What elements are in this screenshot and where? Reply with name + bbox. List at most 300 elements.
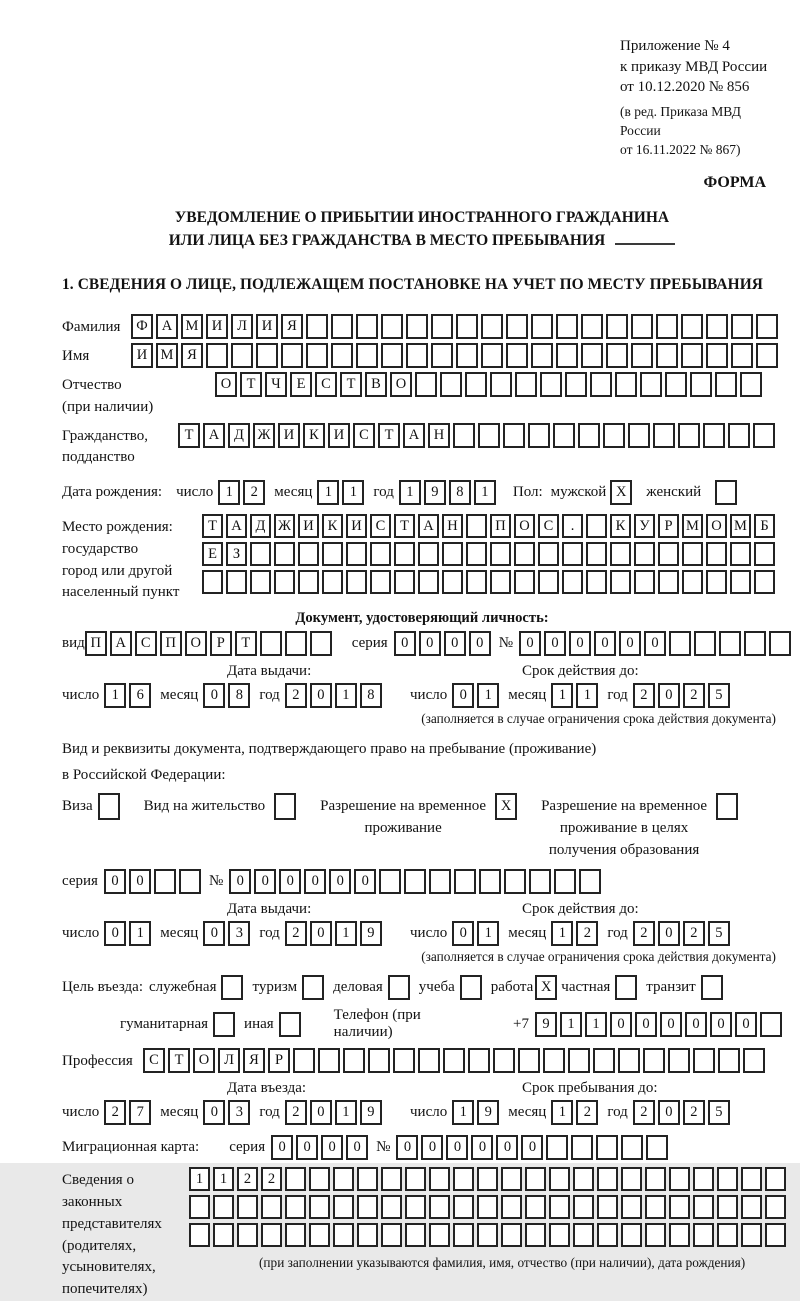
char-cell[interactable]: 2 bbox=[261, 1167, 282, 1191]
char-cell[interactable] bbox=[442, 570, 463, 594]
char-cell[interactable] bbox=[706, 343, 728, 368]
char-cell[interactable] bbox=[643, 1048, 665, 1073]
char-cell[interactable]: 9 bbox=[424, 480, 446, 505]
char-cell[interactable]: Ж bbox=[253, 423, 275, 448]
char-cell[interactable] bbox=[744, 631, 766, 656]
char-cell[interactable] bbox=[656, 314, 678, 339]
char-cell[interactable] bbox=[597, 1223, 618, 1247]
char-cell[interactable] bbox=[571, 1135, 593, 1160]
char-cell[interactable]: Т bbox=[202, 514, 223, 538]
char-cell[interactable]: 1 bbox=[129, 921, 151, 946]
char-cell[interactable]: 1 bbox=[477, 921, 499, 946]
char-cell[interactable] bbox=[693, 1167, 714, 1191]
char-cell[interactable] bbox=[418, 570, 439, 594]
char-cell[interactable]: И bbox=[346, 514, 367, 538]
sex-male-checkbox[interactable]: X bbox=[610, 480, 632, 505]
char-cell[interactable]: Т bbox=[168, 1048, 190, 1073]
char-cell[interactable] bbox=[606, 314, 628, 339]
char-cell[interactable] bbox=[681, 343, 703, 368]
sex-female-checkbox[interactable] bbox=[715, 480, 737, 505]
purpose-private-checkbox[interactable] bbox=[615, 975, 637, 1000]
char-cell[interactable] bbox=[754, 570, 775, 594]
char-cell[interactable]: А bbox=[403, 423, 425, 448]
char-cell[interactable]: 1 bbox=[399, 480, 421, 505]
char-cell[interactable] bbox=[634, 570, 655, 594]
char-cell[interactable] bbox=[226, 570, 247, 594]
char-cell[interactable] bbox=[549, 1223, 570, 1247]
char-cell[interactable] bbox=[154, 869, 176, 894]
char-cell[interactable]: Н bbox=[428, 423, 450, 448]
char-cell[interactable]: 0 bbox=[446, 1135, 468, 1160]
char-cell[interactable] bbox=[453, 1195, 474, 1219]
char-cell[interactable] bbox=[631, 314, 653, 339]
char-cell[interactable]: Я bbox=[243, 1048, 265, 1073]
char-cell[interactable]: 0 bbox=[735, 1012, 757, 1037]
char-cell[interactable] bbox=[202, 570, 223, 594]
char-cell[interactable]: Н bbox=[442, 514, 463, 538]
char-cell[interactable] bbox=[581, 343, 603, 368]
char-cell[interactable] bbox=[405, 1167, 426, 1191]
char-cell[interactable] bbox=[429, 1167, 450, 1191]
char-cell[interactable] bbox=[693, 1195, 714, 1219]
char-cell[interactable]: А bbox=[203, 423, 225, 448]
char-cell[interactable] bbox=[393, 1048, 415, 1073]
char-cell[interactable] bbox=[740, 372, 762, 397]
char-cell[interactable] bbox=[690, 372, 712, 397]
char-cell[interactable]: 1 bbox=[551, 921, 573, 946]
char-cell[interactable]: 0 bbox=[304, 869, 326, 894]
char-cell[interactable]: Р bbox=[268, 1048, 290, 1073]
char-cell[interactable] bbox=[640, 372, 662, 397]
char-cell[interactable] bbox=[731, 343, 753, 368]
char-cell[interactable]: 8 bbox=[360, 683, 382, 708]
char-cell[interactable] bbox=[538, 542, 559, 566]
char-cell[interactable]: 8 bbox=[449, 480, 471, 505]
char-cell[interactable] bbox=[597, 1167, 618, 1191]
char-cell[interactable]: 0 bbox=[203, 683, 225, 708]
char-cell[interactable] bbox=[730, 570, 751, 594]
visa-checkbox[interactable] bbox=[98, 793, 120, 820]
char-cell[interactable] bbox=[578, 423, 600, 448]
char-cell[interactable] bbox=[478, 423, 500, 448]
char-cell[interactable] bbox=[573, 1195, 594, 1219]
char-cell[interactable]: 0 bbox=[229, 869, 251, 894]
char-cell[interactable]: 0 bbox=[271, 1135, 293, 1160]
char-cell[interactable] bbox=[618, 1048, 640, 1073]
char-cell[interactable] bbox=[669, 631, 691, 656]
char-cell[interactable] bbox=[529, 869, 551, 894]
char-cell[interactable]: 0 bbox=[354, 869, 376, 894]
char-cell[interactable]: 2 bbox=[576, 921, 598, 946]
char-cell[interactable]: И bbox=[328, 423, 350, 448]
char-cell[interactable] bbox=[538, 570, 559, 594]
char-cell[interactable]: У bbox=[634, 514, 655, 538]
char-cell[interactable]: Р bbox=[658, 514, 679, 538]
char-cell[interactable]: 2 bbox=[633, 1100, 655, 1125]
char-cell[interactable]: С bbox=[315, 372, 337, 397]
char-cell[interactable]: О bbox=[514, 514, 535, 538]
char-cell[interactable] bbox=[454, 869, 476, 894]
char-cell[interactable] bbox=[310, 631, 332, 656]
char-cell[interactable] bbox=[646, 1135, 668, 1160]
char-cell[interactable]: Ж bbox=[274, 514, 295, 538]
char-cell[interactable]: И bbox=[278, 423, 300, 448]
char-cell[interactable]: И bbox=[131, 343, 153, 368]
char-cell[interactable]: Ч bbox=[265, 372, 287, 397]
char-cell[interactable] bbox=[741, 1195, 762, 1219]
char-cell[interactable] bbox=[634, 542, 655, 566]
char-cell[interactable] bbox=[381, 1223, 402, 1247]
char-cell[interactable] bbox=[553, 423, 575, 448]
char-cell[interactable]: 1 bbox=[477, 683, 499, 708]
char-cell[interactable] bbox=[418, 542, 439, 566]
char-cell[interactable] bbox=[645, 1167, 666, 1191]
char-cell[interactable] bbox=[717, 1223, 738, 1247]
char-cell[interactable] bbox=[381, 314, 403, 339]
char-cell[interactable]: 0 bbox=[254, 869, 276, 894]
char-cell[interactable]: 1 bbox=[104, 683, 126, 708]
char-cell[interactable] bbox=[645, 1195, 666, 1219]
char-cell[interactable] bbox=[256, 343, 278, 368]
char-cell[interactable] bbox=[490, 542, 511, 566]
char-cell[interactable]: 0 bbox=[310, 1100, 332, 1125]
purpose-other-checkbox[interactable] bbox=[279, 1012, 301, 1037]
char-cell[interactable]: 2 bbox=[683, 683, 705, 708]
char-cell[interactable] bbox=[481, 314, 503, 339]
char-cell[interactable] bbox=[306, 343, 328, 368]
char-cell[interactable] bbox=[556, 314, 578, 339]
char-cell[interactable] bbox=[456, 314, 478, 339]
char-cell[interactable] bbox=[429, 869, 451, 894]
char-cell[interactable] bbox=[261, 1195, 282, 1219]
char-cell[interactable] bbox=[456, 343, 478, 368]
char-cell[interactable]: 3 bbox=[228, 921, 250, 946]
char-cell[interactable]: 2 bbox=[285, 683, 307, 708]
char-cell[interactable]: 0 bbox=[452, 683, 474, 708]
char-cell[interactable]: 5 bbox=[708, 1100, 730, 1125]
char-cell[interactable] bbox=[596, 1135, 618, 1160]
char-cell[interactable]: Т bbox=[235, 631, 257, 656]
char-cell[interactable]: 0 bbox=[203, 1100, 225, 1125]
char-cell[interactable] bbox=[501, 1167, 522, 1191]
char-cell[interactable]: 6 bbox=[129, 683, 151, 708]
char-cell[interactable]: 1 bbox=[335, 683, 357, 708]
char-cell[interactable] bbox=[668, 1048, 690, 1073]
residence-permit-checkbox[interactable] bbox=[274, 793, 296, 820]
char-cell[interactable]: Т bbox=[394, 514, 415, 538]
char-cell[interactable]: 1 bbox=[551, 683, 573, 708]
char-cell[interactable]: 0 bbox=[129, 869, 151, 894]
char-cell[interactable] bbox=[394, 542, 415, 566]
char-cell[interactable]: Т bbox=[240, 372, 262, 397]
char-cell[interactable]: М bbox=[156, 343, 178, 368]
char-cell[interactable] bbox=[615, 372, 637, 397]
char-cell[interactable] bbox=[356, 343, 378, 368]
char-cell[interactable]: 1 bbox=[317, 480, 339, 505]
char-cell[interactable] bbox=[728, 423, 750, 448]
char-cell[interactable]: 0 bbox=[519, 631, 541, 656]
char-cell[interactable] bbox=[573, 1167, 594, 1191]
char-cell[interactable] bbox=[645, 1223, 666, 1247]
char-cell[interactable] bbox=[322, 570, 343, 594]
char-cell[interactable]: 0 bbox=[619, 631, 641, 656]
char-cell[interactable]: Б bbox=[754, 514, 775, 538]
char-cell[interactable] bbox=[715, 372, 737, 397]
char-cell[interactable]: 5 bbox=[708, 683, 730, 708]
char-cell[interactable]: М bbox=[181, 314, 203, 339]
char-cell[interactable]: А bbox=[110, 631, 132, 656]
char-cell[interactable] bbox=[404, 869, 426, 894]
char-cell[interactable] bbox=[658, 570, 679, 594]
char-cell[interactable] bbox=[298, 570, 319, 594]
char-cell[interactable]: Р bbox=[210, 631, 232, 656]
char-cell[interactable] bbox=[443, 1048, 465, 1073]
char-cell[interactable] bbox=[285, 1195, 306, 1219]
char-cell[interactable] bbox=[678, 423, 700, 448]
char-cell[interactable] bbox=[477, 1167, 498, 1191]
char-cell[interactable]: 0 bbox=[421, 1135, 443, 1160]
char-cell[interactable]: 1 bbox=[585, 1012, 607, 1037]
char-cell[interactable] bbox=[442, 542, 463, 566]
char-cell[interactable]: Л bbox=[218, 1048, 240, 1073]
char-cell[interactable]: 1 bbox=[551, 1100, 573, 1125]
char-cell[interactable] bbox=[731, 314, 753, 339]
char-cell[interactable] bbox=[525, 1167, 546, 1191]
char-cell[interactable]: 0 bbox=[685, 1012, 707, 1037]
char-cell[interactable]: И bbox=[256, 314, 278, 339]
char-cell[interactable] bbox=[525, 1195, 546, 1219]
char-cell[interactable]: К bbox=[610, 514, 631, 538]
char-cell[interactable]: М bbox=[730, 514, 751, 538]
char-cell[interactable] bbox=[415, 372, 437, 397]
char-cell[interactable]: 0 bbox=[346, 1135, 368, 1160]
char-cell[interactable] bbox=[250, 570, 271, 594]
char-cell[interactable] bbox=[706, 542, 727, 566]
char-cell[interactable] bbox=[765, 1167, 786, 1191]
char-cell[interactable] bbox=[189, 1195, 210, 1219]
char-cell[interactable] bbox=[501, 1195, 522, 1219]
char-cell[interactable] bbox=[357, 1167, 378, 1191]
char-cell[interactable] bbox=[593, 1048, 615, 1073]
char-cell[interactable]: 0 bbox=[471, 1135, 493, 1160]
char-cell[interactable]: 7 bbox=[129, 1100, 151, 1125]
char-cell[interactable] bbox=[543, 1048, 565, 1073]
char-cell[interactable] bbox=[431, 343, 453, 368]
char-cell[interactable] bbox=[453, 1223, 474, 1247]
char-cell[interactable]: 1 bbox=[474, 480, 496, 505]
char-cell[interactable]: 0 bbox=[396, 1135, 418, 1160]
char-cell[interactable] bbox=[381, 343, 403, 368]
char-cell[interactable]: 2 bbox=[243, 480, 265, 505]
char-cell[interactable]: 1 bbox=[560, 1012, 582, 1037]
char-cell[interactable] bbox=[693, 1223, 714, 1247]
char-cell[interactable]: П bbox=[85, 631, 107, 656]
char-cell[interactable]: 0 bbox=[329, 869, 351, 894]
char-cell[interactable] bbox=[501, 1223, 522, 1247]
char-cell[interactable]: И bbox=[206, 314, 228, 339]
char-cell[interactable] bbox=[556, 343, 578, 368]
char-cell[interactable] bbox=[453, 1167, 474, 1191]
char-cell[interactable]: 9 bbox=[535, 1012, 557, 1037]
char-cell[interactable] bbox=[381, 1195, 402, 1219]
char-cell[interactable] bbox=[568, 1048, 590, 1073]
char-cell[interactable] bbox=[703, 423, 725, 448]
char-cell[interactable] bbox=[562, 542, 583, 566]
char-cell[interactable]: 0 bbox=[710, 1012, 732, 1037]
char-cell[interactable] bbox=[179, 869, 201, 894]
char-cell[interactable] bbox=[493, 1048, 515, 1073]
char-cell[interactable] bbox=[465, 372, 487, 397]
char-cell[interactable] bbox=[206, 343, 228, 368]
char-cell[interactable]: . bbox=[562, 514, 583, 538]
char-cell[interactable]: А bbox=[418, 514, 439, 538]
char-cell[interactable]: 2 bbox=[683, 921, 705, 946]
char-cell[interactable]: 0 bbox=[279, 869, 301, 894]
char-cell[interactable]: 0 bbox=[594, 631, 616, 656]
char-cell[interactable]: 0 bbox=[644, 631, 666, 656]
char-cell[interactable]: И bbox=[298, 514, 319, 538]
char-cell[interactable] bbox=[669, 1223, 690, 1247]
char-cell[interactable]: П bbox=[490, 514, 511, 538]
char-cell[interactable] bbox=[606, 343, 628, 368]
char-cell[interactable]: 1 bbox=[452, 1100, 474, 1125]
char-cell[interactable] bbox=[431, 314, 453, 339]
char-cell[interactable] bbox=[357, 1195, 378, 1219]
char-cell[interactable] bbox=[631, 343, 653, 368]
char-cell[interactable]: 0 bbox=[296, 1135, 318, 1160]
char-cell[interactable]: 0 bbox=[658, 1100, 680, 1125]
char-cell[interactable]: Л bbox=[231, 314, 253, 339]
char-cell[interactable] bbox=[405, 1195, 426, 1219]
char-cell[interactable]: 0 bbox=[660, 1012, 682, 1037]
char-cell[interactable] bbox=[333, 1223, 354, 1247]
char-cell[interactable]: В bbox=[365, 372, 387, 397]
char-cell[interactable] bbox=[706, 314, 728, 339]
char-cell[interactable]: 2 bbox=[237, 1167, 258, 1191]
char-cell[interactable]: 2 bbox=[285, 1100, 307, 1125]
char-cell[interactable]: 0 bbox=[610, 1012, 632, 1037]
char-cell[interactable]: 5 bbox=[708, 921, 730, 946]
char-cell[interactable] bbox=[656, 343, 678, 368]
char-cell[interactable] bbox=[753, 423, 775, 448]
char-cell[interactable] bbox=[540, 372, 562, 397]
char-cell[interactable]: Т bbox=[178, 423, 200, 448]
char-cell[interactable] bbox=[481, 343, 503, 368]
char-cell[interactable]: 2 bbox=[285, 921, 307, 946]
char-cell[interactable] bbox=[318, 1048, 340, 1073]
temp-residence-checkbox[interactable]: X bbox=[495, 793, 517, 820]
char-cell[interactable] bbox=[333, 1167, 354, 1191]
char-cell[interactable]: 0 bbox=[635, 1012, 657, 1037]
char-cell[interactable] bbox=[368, 1048, 390, 1073]
char-cell[interactable] bbox=[741, 1167, 762, 1191]
char-cell[interactable] bbox=[370, 570, 391, 594]
char-cell[interactable] bbox=[418, 1048, 440, 1073]
char-cell[interactable]: 0 bbox=[452, 921, 474, 946]
char-cell[interactable]: 1 bbox=[576, 683, 598, 708]
char-cell[interactable] bbox=[628, 423, 650, 448]
char-cell[interactable] bbox=[653, 423, 675, 448]
char-cell[interactable] bbox=[514, 570, 535, 594]
char-cell[interactable]: Ф bbox=[131, 314, 153, 339]
char-cell[interactable]: Т bbox=[378, 423, 400, 448]
char-cell[interactable]: О bbox=[390, 372, 412, 397]
char-cell[interactable]: 0 bbox=[104, 869, 126, 894]
purpose-transit-checkbox[interactable] bbox=[701, 975, 723, 1000]
char-cell[interactable] bbox=[346, 542, 367, 566]
char-cell[interactable]: 0 bbox=[469, 631, 491, 656]
purpose-study-checkbox[interactable] bbox=[460, 975, 482, 1000]
char-cell[interactable] bbox=[490, 570, 511, 594]
char-cell[interactable] bbox=[717, 1195, 738, 1219]
char-cell[interactable] bbox=[406, 314, 428, 339]
char-cell[interactable] bbox=[506, 314, 528, 339]
char-cell[interactable]: 0 bbox=[310, 921, 332, 946]
char-cell[interactable] bbox=[477, 1223, 498, 1247]
char-cell[interactable]: 9 bbox=[360, 1100, 382, 1125]
char-cell[interactable] bbox=[406, 343, 428, 368]
char-cell[interactable]: О bbox=[193, 1048, 215, 1073]
char-cell[interactable] bbox=[466, 514, 487, 538]
char-cell[interactable]: 9 bbox=[477, 1100, 499, 1125]
char-cell[interactable] bbox=[466, 542, 487, 566]
char-cell[interactable] bbox=[333, 1195, 354, 1219]
char-cell[interactable] bbox=[260, 631, 282, 656]
char-cell[interactable] bbox=[603, 423, 625, 448]
char-cell[interactable] bbox=[717, 1167, 738, 1191]
char-cell[interactable]: 1 bbox=[335, 1100, 357, 1125]
char-cell[interactable] bbox=[477, 1195, 498, 1219]
char-cell[interactable] bbox=[549, 1167, 570, 1191]
char-cell[interactable] bbox=[506, 343, 528, 368]
char-cell[interactable] bbox=[189, 1223, 210, 1247]
char-cell[interactable] bbox=[309, 1167, 330, 1191]
char-cell[interactable] bbox=[621, 1135, 643, 1160]
char-cell[interactable] bbox=[381, 1167, 402, 1191]
char-cell[interactable]: 1 bbox=[213, 1167, 234, 1191]
char-cell[interactable] bbox=[621, 1195, 642, 1219]
purpose-work-checkbox[interactable]: X bbox=[535, 975, 557, 1000]
char-cell[interactable]: Д bbox=[250, 514, 271, 538]
char-cell[interactable]: З bbox=[226, 542, 247, 566]
char-cell[interactable]: 0 bbox=[321, 1135, 343, 1160]
char-cell[interactable]: О bbox=[706, 514, 727, 538]
char-cell[interactable]: П bbox=[160, 631, 182, 656]
char-cell[interactable]: 0 bbox=[310, 683, 332, 708]
char-cell[interactable] bbox=[573, 1223, 594, 1247]
char-cell[interactable] bbox=[468, 1048, 490, 1073]
purpose-humanitarian-checkbox[interactable] bbox=[213, 1012, 235, 1037]
char-cell[interactable] bbox=[504, 869, 526, 894]
char-cell[interactable] bbox=[370, 542, 391, 566]
char-cell[interactable]: 0 bbox=[444, 631, 466, 656]
char-cell[interactable] bbox=[213, 1195, 234, 1219]
char-cell[interactable]: 0 bbox=[203, 921, 225, 946]
char-cell[interactable]: 2 bbox=[576, 1100, 598, 1125]
char-cell[interactable] bbox=[331, 343, 353, 368]
char-cell[interactable] bbox=[237, 1223, 258, 1247]
char-cell[interactable]: 1 bbox=[335, 921, 357, 946]
temp-residence-education-checkbox[interactable] bbox=[716, 793, 738, 820]
char-cell[interactable] bbox=[429, 1195, 450, 1219]
char-cell[interactable] bbox=[429, 1223, 450, 1247]
purpose-official-checkbox[interactable] bbox=[221, 975, 243, 1000]
char-cell[interactable]: С bbox=[370, 514, 391, 538]
char-cell[interactable]: А bbox=[226, 514, 247, 538]
purpose-business-checkbox[interactable] bbox=[388, 975, 410, 1000]
char-cell[interactable] bbox=[466, 570, 487, 594]
char-cell[interactable] bbox=[531, 314, 553, 339]
